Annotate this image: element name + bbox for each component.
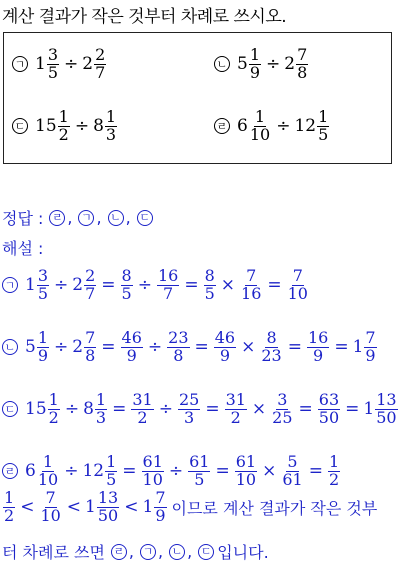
divide-sign: ÷ (276, 116, 291, 137)
problem-a (12, 47, 107, 82)
fraction (225, 392, 247, 427)
math-text: 8 (83, 399, 94, 420)
fraction (281, 454, 303, 489)
math-text: 1 (105, 107, 117, 126)
math-text: 터 차례로 쓰면 (2, 543, 105, 562)
operator: = (334, 337, 349, 358)
divide-sign: ÷ (74, 116, 90, 137)
fraction (84, 268, 96, 303)
fraction (37, 330, 49, 365)
mark-a: ㄱ (2, 277, 18, 293)
math-text: 1 (58, 107, 69, 126)
math-text: 9 (37, 345, 49, 365)
math-text: 2 (95, 45, 106, 64)
fraction (154, 490, 166, 525)
math-text: 6 (25, 461, 36, 482)
math-text: 61 (235, 452, 257, 471)
math-text: 3 (37, 266, 49, 285)
operator: × (241, 337, 256, 358)
operator: = (345, 399, 360, 420)
fraction (37, 268, 49, 303)
math-text: 25 (178, 390, 200, 409)
fraction (375, 392, 397, 427)
math-text: 8 (173, 345, 184, 365)
math-text: 8 (266, 328, 277, 347)
math-text: 5 (287, 452, 298, 471)
math-text: 7 (365, 328, 376, 347)
mark-a: ㄱ (140, 544, 156, 560)
fraction (287, 268, 309, 303)
operator: ÷ (137, 275, 152, 296)
fraction (328, 454, 340, 489)
math-text: 13 (97, 488, 119, 507)
operator: = (101, 337, 116, 358)
math-text: , (96, 208, 102, 227)
math-text: 10 (287, 283, 308, 303)
operator: ÷ (158, 399, 173, 420)
operator: × (251, 399, 267, 420)
math-text: 7 (85, 283, 96, 303)
math-text: 2 (137, 407, 148, 427)
math-text: 7 (246, 266, 257, 285)
math-text: 9 (365, 345, 376, 365)
math-text: 10 (40, 505, 61, 525)
math-text: 9 (126, 345, 137, 365)
fraction (204, 268, 216, 303)
operator: × (220, 275, 236, 296)
mark-a: ㄱ (12, 56, 28, 72)
math-text: 5 (47, 62, 59, 82)
question-text: 계산 결과가 작은 것부터 차례로 쓰시오. (2, 7, 287, 27)
math-text: 1 (85, 497, 96, 518)
operator: × (262, 461, 277, 482)
whole: 15 (35, 116, 57, 137)
math-text: 1 (95, 390, 107, 409)
mark-c: ㄷ (198, 544, 214, 560)
math-text: 2 (58, 124, 69, 144)
math-text: 2 (328, 469, 340, 489)
whole: 2 (284, 54, 296, 75)
mark-c: ㄷ (12, 118, 28, 134)
math-text: 31 (132, 390, 153, 409)
fraction (307, 330, 329, 365)
math-text: 3 (105, 124, 117, 144)
math-text: 8 (204, 266, 215, 285)
math-text: 10 (235, 469, 257, 489)
fraction (271, 392, 293, 427)
math-text: 61 (142, 452, 163, 471)
fraction (121, 330, 143, 365)
operator: ÷ (64, 461, 79, 482)
step-b (2, 330, 378, 365)
math-text: 50 (97, 505, 119, 525)
mark-c: ㄷ (137, 210, 153, 226)
fraction (37, 454, 59, 489)
fraction (58, 109, 70, 144)
fraction (240, 268, 262, 303)
math-text: 1 (42, 452, 54, 471)
math-text: 23 (168, 328, 189, 347)
whole: 8 (93, 116, 104, 137)
math-text: 5 (37, 283, 49, 303)
math-text: 5 (318, 124, 329, 144)
math-text: 13 (376, 390, 397, 409)
fraction (39, 490, 61, 525)
math-text: 1 (328, 452, 340, 471)
whole: 1 (35, 54, 46, 75)
math-text: 50 (318, 407, 340, 427)
math-text: 5 (204, 283, 215, 303)
math-text: 8 (121, 266, 132, 285)
math-text: 9 (249, 62, 261, 82)
mark-b: ㄴ (169, 544, 185, 560)
operator: ÷ (168, 461, 184, 482)
fraction (105, 109, 117, 144)
math-text: 7 (297, 45, 308, 64)
math-text: 5 (194, 469, 205, 489)
step-d (2, 454, 341, 489)
math-text: , (158, 542, 164, 561)
math-text: 15 (25, 399, 47, 420)
operator: = (287, 337, 302, 358)
mark-b: ㄴ (214, 56, 230, 72)
step-a (2, 268, 310, 303)
fraction (249, 47, 261, 82)
math-text: 7 (95, 62, 106, 82)
math-text: 3 (47, 45, 59, 64)
mark-d: ㄹ (214, 118, 230, 134)
math-text: 8 (85, 345, 96, 365)
math-text: 2 (72, 275, 84, 296)
math-text: 1 (363, 399, 375, 420)
math-text: 8 (297, 62, 308, 82)
mark-a: ㄱ (78, 210, 94, 226)
fraction (157, 268, 179, 303)
math-text: , (128, 542, 135, 561)
math-text: 16 (241, 283, 262, 303)
math-text: 7 (85, 328, 96, 347)
math-text: 23 (261, 345, 282, 365)
conclusion-line-2 (2, 540, 269, 563)
operator: < (124, 497, 139, 518)
math-text: 1 (25, 275, 36, 296)
fraction (84, 330, 96, 365)
operator: = (101, 275, 116, 296)
fraction (364, 330, 376, 365)
math-text: 1 (37, 328, 49, 347)
divide-sign: ÷ (266, 54, 281, 75)
math-text: 61 (282, 469, 303, 489)
fraction (318, 392, 340, 427)
fraction (105, 454, 117, 489)
operator: ÷ (147, 337, 163, 358)
comparison-line (2, 490, 377, 525)
math-text: 1 (318, 107, 329, 126)
math-text: 1 (48, 390, 59, 409)
math-text: 2 (230, 407, 241, 427)
whole: 2 (82, 54, 94, 75)
math-text: 1 (106, 452, 117, 471)
operator: = (112, 399, 127, 420)
divide-sign: ÷ (64, 54, 79, 75)
math-text: 7 (163, 283, 174, 303)
math-text: 7 (155, 488, 166, 507)
fraction (121, 268, 133, 303)
math-text: , (67, 208, 73, 227)
fraction (131, 392, 153, 427)
problem-d (214, 109, 330, 144)
mark-b: ㄴ (2, 339, 18, 355)
fraction (97, 490, 119, 525)
math-text: 46 (214, 328, 236, 347)
math-text: 7 (45, 488, 56, 507)
math-text: 2 (4, 505, 15, 525)
math-text: 63 (318, 390, 340, 409)
math-text: 25 (272, 407, 293, 427)
mark-d: ㄹ (2, 463, 18, 479)
math-text: , (125, 208, 131, 227)
math-text: 3 (184, 407, 195, 427)
math-text: 10 (37, 469, 59, 489)
math-text: 1 (142, 497, 154, 518)
operator: = (267, 275, 282, 296)
math-text: 9 (313, 345, 324, 365)
fraction (249, 109, 271, 144)
fraction (317, 109, 329, 144)
operator: = (122, 461, 137, 482)
step-c (2, 392, 399, 427)
operator: = (205, 399, 220, 420)
math-text: 2 (48, 407, 59, 427)
mark-b: ㄴ (108, 210, 124, 226)
math-text: 12 (82, 461, 105, 482)
fraction (47, 47, 59, 82)
problem-c (12, 109, 118, 144)
math-text: 50 (376, 407, 397, 427)
math-text: 1 (249, 45, 261, 64)
math-text: 16 (157, 266, 179, 285)
operator: = (215, 461, 230, 482)
operator: = (298, 399, 313, 420)
math-text: 9 (155, 505, 166, 525)
math-text: 5 (121, 283, 132, 303)
fraction (260, 330, 282, 365)
fraction (48, 392, 60, 427)
fraction (94, 47, 106, 82)
math-text: 1 (352, 337, 364, 358)
answer-line (2, 206, 160, 229)
math-text: 3 (95, 407, 107, 427)
operator: ÷ (54, 275, 69, 296)
problem-b (214, 47, 309, 82)
operator: = (308, 461, 323, 482)
operator: = (194, 337, 209, 358)
mark-c: ㄷ (2, 401, 18, 417)
fraction (188, 454, 210, 489)
math-text: 16 (307, 328, 329, 347)
math-text: 46 (121, 328, 142, 347)
fraction (235, 454, 257, 489)
fraction (178, 392, 200, 427)
fraction (214, 330, 236, 365)
operator: < (66, 497, 82, 518)
mark-d: ㄹ (49, 210, 65, 226)
math-text: 9 (219, 345, 231, 365)
fraction (167, 330, 189, 365)
math-text: 3 (277, 390, 288, 409)
operator: < (20, 497, 35, 518)
whole: 6 (237, 116, 248, 137)
fraction (95, 392, 107, 427)
math-text: 1 (254, 107, 266, 126)
whole: 5 (237, 54, 248, 75)
math-text: 5 (25, 337, 36, 358)
explanation-label: 해설 : (2, 239, 44, 258)
answer-label: 정답 : (2, 209, 44, 228)
math-text: 31 (225, 390, 246, 409)
fraction (142, 454, 164, 489)
math-text: 2 (85, 266, 96, 285)
operator: ÷ (54, 337, 69, 358)
problem-box (3, 32, 392, 164)
fraction (296, 47, 308, 82)
math-text: 10 (142, 469, 163, 489)
operator: ÷ (64, 399, 80, 420)
mark-d: ㄹ (111, 544, 127, 560)
math-text: 1 (4, 488, 15, 507)
whole: 12 (294, 116, 317, 137)
fraction (3, 490, 15, 525)
math-text: , (187, 542, 193, 561)
math-text: 입니다. (217, 543, 269, 562)
operator: = (184, 275, 199, 296)
math-text: 61 (189, 452, 210, 471)
math-text: 5 (106, 469, 117, 489)
math-text: 10 (249, 124, 271, 144)
math-text: 7 (292, 266, 303, 285)
conclusion-text: 이므로 계산 결과가 작은 것부 (171, 498, 378, 518)
math-text: 2 (72, 337, 84, 358)
